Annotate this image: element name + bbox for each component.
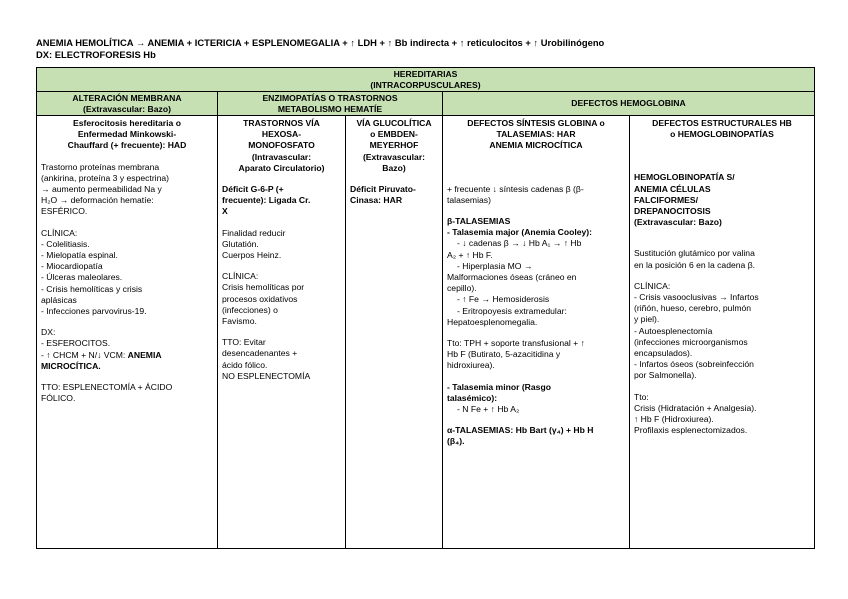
col-header-enzimo-subtitle: METABOLISMO HEMATÍE xyxy=(277,103,383,114)
hexosa-title-4: (Intravascular: xyxy=(251,151,312,162)
hbs-3: FALCIFORMES/ xyxy=(634,194,698,205)
header-line-dx: DX: ELECTROFORESIS Hb xyxy=(36,49,156,60)
hexosa-title-5: Aparato Circulatorio) xyxy=(238,162,325,173)
esferocitosis-clinica xyxy=(41,228,213,318)
alfa-talasemias xyxy=(447,425,625,447)
cell-esferocitosis xyxy=(37,116,218,549)
hexosa-finalidad-3: Cuerpos Heinz. xyxy=(222,250,282,261)
esf-tto-1: TTO: ESPLENECTOMÍA + ÁCIDO xyxy=(41,382,173,393)
talasemia-major-title: - Talasemia major (Anemia Cooley): xyxy=(447,227,593,238)
major-item-2b: Malformaciones óseas (cráneo en xyxy=(447,272,577,283)
gluco-title-3: MEYERHOF xyxy=(369,140,419,151)
hexosa-title-3: MONOFOSFATO xyxy=(248,140,315,151)
sustitucion-2: en la posición 6 en la cadena β. xyxy=(634,259,756,270)
estructural-tto-3: Profilaxis esplenectomizados. xyxy=(634,425,748,436)
esf-clinica-3: - Miocardiopatía xyxy=(41,261,103,272)
estructural-tto xyxy=(634,392,810,437)
hexosa-title-1: TRASTORNOS VÍA xyxy=(243,118,320,128)
esf-clinica-6: - Infecciones parvovirus-19. xyxy=(41,306,147,317)
hexosa-deficit-1: Déficit G-6-P (+ xyxy=(222,184,284,195)
table-subtitle: (INTRACORPUSCULARES) xyxy=(370,79,481,90)
hexosa-tto-1: TTO: Evitar xyxy=(222,337,266,348)
col-header-hemoglobina-title: DEFECTOS HEMOGLOBINA xyxy=(571,98,686,109)
esf-desc-4: H₂O → deformación hematíe: xyxy=(41,195,154,206)
cell-hexosa-monofosfato xyxy=(218,116,346,549)
hexosa-deficit-2: frecuente): Ligada Cr. xyxy=(222,195,311,206)
cell-defectos-estructurales xyxy=(630,116,815,549)
esf-clinica-label: CLÍNICA: xyxy=(41,227,78,238)
hexosa-clinica xyxy=(222,271,341,327)
estructural-title xyxy=(634,118,810,140)
gluco-title xyxy=(350,118,438,174)
estructural-tto-label: Tto: xyxy=(634,391,649,402)
header-line-anemia-hemolitica: ANEMIA HEMOLÍTICA → ANEMIA + ICTERICIA + ESPLENOMEGALIA + ↑ LDH + ↑ Bb indirecta + ↑ reticulocitos + ↑ Urobilinógeno xyxy=(36,37,605,48)
cell-via-glucolitica xyxy=(346,116,443,549)
gluco-title-5: Bazo) xyxy=(382,162,406,173)
sintesis-tto-3: hidroxiurea). xyxy=(447,360,495,371)
hexosa-tto-2: desencadenantes + xyxy=(222,348,298,359)
esf-dx-2b: ANEMIA xyxy=(127,349,162,360)
esf-desc-1: Trastorno proteínas membrana xyxy=(41,161,160,172)
estructural-tto-2: ↑ Hb F (Hidroxiurea). xyxy=(634,414,714,425)
major-item-3: - ↑ Fe → Hemosiderosis xyxy=(457,294,550,305)
hexosa-tto-3: ácido fólico. xyxy=(222,359,268,370)
sintesis-title xyxy=(447,118,625,152)
hexosa-clinica-1: Crisis hemolíticas por xyxy=(222,282,305,293)
minor-item-1: - N Fe + ↑ Hb A₂ xyxy=(457,404,520,415)
gluco-title-1: VÍA GLUCOLÍTICA xyxy=(356,118,432,128)
esferocitosis-tto xyxy=(41,382,213,404)
major-item-2: - Hiperplasia MO → xyxy=(457,260,533,271)
estructural-clinica xyxy=(634,281,810,382)
sustitucion-1: Sustitución glutámico por valina xyxy=(634,248,755,259)
estructural-clinica-1: - Crisis vasooclusivas → Infartos xyxy=(634,292,759,303)
sintesis-title-2: TALASEMIAS: HAR xyxy=(496,129,576,140)
hbs-5: (Extravascular: Bazo) xyxy=(634,217,722,228)
hexosa-deficit xyxy=(222,184,341,218)
esf-clinica-1: - Colelitiasis. xyxy=(41,238,90,249)
col-header-hemoglobina xyxy=(443,92,815,116)
sintesis-frecuente xyxy=(447,184,625,206)
esf-clinica-2: - Mielopatía espinal. xyxy=(41,250,118,261)
sintesis-frecuente-2: talasemias) xyxy=(447,194,491,205)
beta-talasemias-title: β-TALASEMIAS xyxy=(447,216,511,227)
hexosa-clinica-3: (infecciones) o xyxy=(222,304,278,315)
hexosa-finalidad-2: Glutatión. xyxy=(222,238,259,249)
esf-tto-2: FÓLICO. xyxy=(41,393,76,404)
estructural-clinica-1b: (riñón, hueso, cerebro, pulmón xyxy=(634,303,752,314)
sintesis-tto-1: Tto: TPH + soporte transfusional + ↑ xyxy=(447,338,585,349)
estructural-clinica-3b: por Salmonella). xyxy=(634,370,697,381)
talasemia-minor-title-1: - Talasemia minor (Rasgo xyxy=(447,381,551,392)
gluco-deficit xyxy=(350,184,438,206)
sintesis-title-3: ANEMIA MICROCÍTICA xyxy=(489,140,583,151)
hexosa-finalidad-1: Finalidad reducir xyxy=(222,227,286,238)
esferocitosis-title-3: Chauffard (+ frecuente): HAD xyxy=(67,140,187,151)
esf-clinica-4: - Úlceras maleolares. xyxy=(41,272,123,283)
hexosa-deficit-3: X xyxy=(222,206,228,217)
hexosa-tto-4: NO ESPLENECTOMÍA xyxy=(222,370,311,381)
hexosa-title xyxy=(222,118,341,174)
beta-talasemias xyxy=(447,216,625,328)
esf-dx-label: DX: xyxy=(41,327,56,338)
estructural-clinica-3: - Infartos óseos (sobreinfección xyxy=(634,359,754,370)
hereditarias-table xyxy=(36,67,815,549)
esf-desc-2: (ankirina, proteína 3 y espectrina) xyxy=(41,172,170,183)
estructural-clinica-2c: encapsulados). xyxy=(634,348,693,359)
hexosa-finalidad xyxy=(222,228,341,262)
alfa-talasemias-1: α-TALASEMIAS: Hb Bart (γ₄) + Hb H xyxy=(447,425,594,436)
talasemia-minor-title-2: talasémico): xyxy=(447,392,498,403)
gluco-deficit-1: Déficit Piruvato- xyxy=(350,184,416,195)
major-item-4b: Hepatoesplenomegalia. xyxy=(447,316,538,327)
major-item-1b: A₂ + ↑ Hb F. xyxy=(447,249,493,260)
col-header-membrana-title: ALTERACIÓN MEMBRANA xyxy=(72,93,182,103)
hexosa-clinica-2: procesos oxidativos xyxy=(222,293,298,304)
talasemia-minor xyxy=(447,382,625,416)
esferocitosis-title-2: Enfermedad Minkowski- xyxy=(77,129,177,140)
esferocitosis-descripcion xyxy=(41,162,213,218)
esf-dx-2 xyxy=(41,350,213,361)
col-header-membrana-subtitle: (Extravascular: Bazo) xyxy=(83,103,171,114)
hbs-4: DREPANOCITOSIS xyxy=(634,206,711,217)
estructural-sustitucion xyxy=(634,248,810,270)
table-title-cell xyxy=(37,68,815,92)
major-item-1: - ↓ cadenas β → ↓ Hb A₁ → ↑ Hb xyxy=(457,238,582,249)
sintesis-tto-2: Hb F (Butirato, 5-azacitidina y xyxy=(447,349,561,360)
hexosa-title-2: HEXOSA- xyxy=(261,129,302,140)
esf-desc-3: → aumento permeabilidad Na y xyxy=(41,184,162,195)
major-item-2c: cepillo). xyxy=(447,283,477,294)
hbs-1: HEMOGLOBINOPATÍA S/ xyxy=(634,172,735,183)
estructural-clinica-1c: y piel). xyxy=(634,314,660,325)
estructural-clinica-2: - Autoesplenectomía xyxy=(634,325,713,336)
hbs-2: ANEMIA CÉLULAS xyxy=(634,183,711,194)
esf-dx-2a: - ↑ CHCM + N/↓ VCM: xyxy=(41,349,128,360)
table-title: HEREDITARIAS xyxy=(393,69,458,79)
estructural-clinica-label: CLÍNICA: xyxy=(634,280,671,291)
sintesis-frecuente-1: + frecuente ↓ síntesis cadenas β (β- xyxy=(447,183,584,194)
hexosa-clinica-label: CLÍNICA: xyxy=(222,271,259,282)
estructural-title-1: DEFECTOS ESTRUCTURALES HB xyxy=(652,118,792,128)
col-header-enzimopatias xyxy=(218,92,443,116)
esf-clinica-5b: aplásicas xyxy=(41,294,77,305)
esferocitosis-dx xyxy=(41,327,213,372)
header-summary xyxy=(36,37,604,61)
esf-dx-2c: MICROCÍTICA. xyxy=(41,360,101,371)
col-header-enzimo-title: ENZIMOPATÍAS O TRASTORNOS xyxy=(262,93,398,103)
sintesis-title-1: DEFECTOS SÍNTESIS GLOBINA o xyxy=(467,118,605,128)
esferocitosis-title xyxy=(41,118,213,152)
hexosa-clinica-4: Favismo. xyxy=(222,316,257,327)
gluco-title-2: o EMBDEN- xyxy=(370,129,418,140)
alfa-talasemias-2: (β₄). xyxy=(447,436,465,447)
esf-dx-1: - ESFEROCITOS. xyxy=(41,338,111,349)
cell-sintesis-globina xyxy=(443,116,630,549)
estructural-title-2: o HEMOGLOBINOPATÍAS xyxy=(670,129,774,140)
gluco-deficit-2: Cinasa: HAR xyxy=(350,195,403,206)
major-item-4: - Eritropoyesis extramedular: xyxy=(457,305,567,316)
hemoglobinopatia-s xyxy=(634,172,810,228)
esf-desc-5: ESFÉRICO. xyxy=(41,206,88,217)
gluco-title-4: (Extravascular: xyxy=(362,151,426,162)
estructural-clinica-2b: (infecciones microorganismos xyxy=(634,336,748,347)
hexosa-tto xyxy=(222,337,341,382)
esf-clinica-5: - Crisis hemolíticas y crisis xyxy=(41,283,143,294)
col-header-membrana xyxy=(37,92,218,116)
estructural-tto-1: Crisis (Hidratación + Analgesia). xyxy=(634,402,757,413)
esferocitosis-title-1: Esferocitosis hereditaria o xyxy=(73,118,181,128)
sintesis-tto xyxy=(447,338,625,372)
